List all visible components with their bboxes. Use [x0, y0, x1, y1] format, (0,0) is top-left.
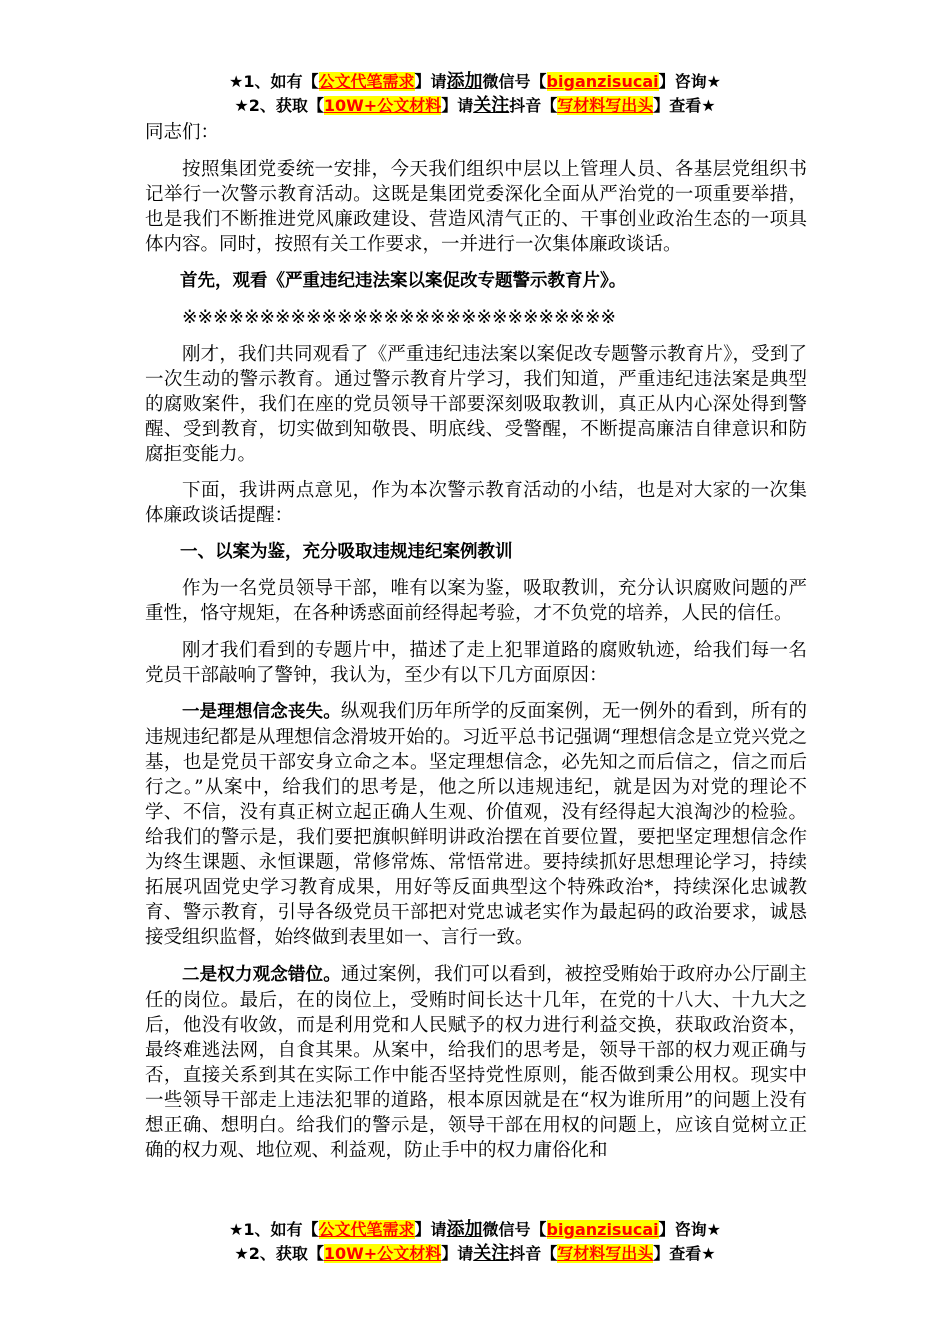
highlighted-text: 公文代笔需求 — [318, 72, 415, 91]
paragraph-lead: 一是理想信念丧失。 — [182, 702, 341, 722]
underlined-text: 关注 — [473, 1243, 510, 1264]
banner-text: 】查看★ — [653, 1244, 716, 1263]
banner-text: 微信号【 — [482, 72, 547, 91]
highlighted-text: biganzisucai — [546, 1220, 659, 1239]
paragraph — [145, 699, 807, 950]
banner-text: 抖音【 — [509, 1244, 558, 1263]
highlighted-text: 写材料写出头 — [557, 1244, 654, 1263]
banner-text: ★1、如有【 — [229, 1220, 319, 1239]
banner-line-2 — [0, 1242, 950, 1266]
underlined-text: 添加 — [446, 71, 483, 92]
underlined-text: 添加 — [446, 1219, 483, 1240]
banner-text: 】请 — [414, 72, 447, 91]
banner-text: ★1、如有【 — [229, 72, 319, 91]
highlighted-text: 10W+公文材料 — [323, 96, 442, 115]
banner-line-2 — [0, 94, 950, 118]
banner-text: 】请 — [414, 1220, 447, 1239]
paragraph: 下面，我讲两点意见，作为本次警示教育活动的小结，也是对大家的一次集体廉政谈话提醒： — [145, 480, 807, 526]
banner-text: 】咨询★ — [658, 1220, 721, 1239]
document-body — [145, 120, 807, 1174]
underlined-text: 关注 — [473, 95, 510, 116]
banner-text: ★2、获取【 — [234, 1244, 324, 1263]
paragraph-text: 纵观我们历年所学的反面案例，无一例外的看到，所有的违规违纪都是从理想信念滑坡开始的。习近平总书记强调“理想信念是立党兴党之基，也是党员干部安身立命之本。坚定理想信念，必先知之而后信之，信之而后行之。”从案中，给我们的思考是，他之所以违规违纪，就是因为对党的理论不学、不信，没有真正树立起正确人生观、价值观，没有经得起大浪淘沙的检验。给我们的警示是，我们要把旗帜鲜明讲政治摆在首要位置，要把坚定理想信念作为终生课题、永恒课题，常修常炼、常悟常进。要持续抓好思想理论学习，持续拓展巩固党史学习教育成果，用好等反面典型这个特殊政治*，持续深化忠诚教育、警示教育，引导各级党员干部把对党忠诚老实作为最起码的政治要求，诚恳接受组织监督，始终做到表里如一、言行一致。 — [145, 701, 807, 948]
paragraph: 作为一名党员领导干部，唯有以案为鉴，吸取教训，充分认识腐败问题的严重性，恪守规矩，在各种诱惑面前经得起考验，才不负党的培养，人民的信任。 — [145, 578, 807, 624]
paragraph — [145, 962, 807, 1163]
highlighted-text: 写材料写出头 — [557, 96, 654, 115]
banner-line-1 — [0, 1218, 950, 1242]
footer-banner — [0, 1218, 950, 1266]
banner-text: ★2、获取【 — [234, 96, 324, 115]
banner-text: 】查看★ — [653, 96, 716, 115]
banner-text: 抖音【 — [509, 96, 558, 115]
separator: ※※※※※※※※※※※※※※※※※※※※※※※※※※※※ — [182, 307, 617, 328]
paragraph-video: 首先，观看《严重违纪违法案以案促改专题警示教育片》。 — [180, 270, 627, 291]
banner-text: 】请 — [441, 96, 474, 115]
header-banner — [0, 70, 950, 118]
greeting: 同志们： — [145, 122, 220, 143]
paragraph-lead: 二是权力观念错位。 — [182, 964, 341, 985]
section-heading: 一、以案为鉴，充分吸取违规违纪案例教训 — [180, 541, 513, 562]
highlighted-text: biganzisucai — [546, 72, 659, 91]
paragraph: 刚才我们看到的专题片中，描述了走上犯罪道路的腐败轨迹，给我们每一名党员干部敲响了警钟，我认为，至少有以下几方面原因： — [145, 639, 807, 686]
paragraph: 刚才，我们共同观看了《严重违纪违法案以案促改专题警示教育片》，受到了一次生动的警示教育。通过警示教育片学习，我们知道，严重违纪违法案是典型的腐败案件，我们在座的党员领导干部要深刻吸取教训，真正从内心深处得到警醒、受到教育，切实做到知敬畏、明底线、受警醒，不断提高廉洁自律意识和防腐拒变能力。 — [145, 343, 807, 465]
highlighted-text: 公文代笔需求 — [318, 1220, 415, 1239]
banner-text: 】咨询★ — [658, 72, 721, 91]
banner-text: 微信号【 — [482, 1220, 547, 1239]
paragraph-text: 通过案例，我们可以看到，被控受贿始于政府办公厅副主任的岗位。最后，在的岗位上，受贿时间长达十几年，在党的十八大、十九大之后，他没有收敛，而是利用党和人民赋予的权力进行利益交换，获取政治资本，最终难逃法网，自食其果。从案中，给我们的思考是，领导干部的权力观正确与否，直接关系到其在实际工作中能否坚持党性原则，能否做到秉公用权。现实中一些领导干部走上违法犯罪的道路，根本原因就是在“权为谁所用”的问题上没有想正确、想明白。给我们的警示是，领导干部在用权的问题上，应该自觉树立正确的权力观、地位观、利益观，防止手中的权力庸俗化和 — [145, 963, 807, 1161]
highlighted-text: 10W+公文材料 — [323, 1244, 442, 1263]
paragraph: 按照集团党委统一安排，今天我们组织中层以上管理人员、各基层党组织书记举行一次警示教育活动。这既是集团党委深化全面从严治党的一项重要举措，也是我们不断推进党风廉政建设、营造风清气正的、干事创业政治生态的一项具体内容。同时，按照有关工作要求，一并进行一次集体廉政谈话。 — [145, 159, 807, 255]
banner-line-1 — [0, 70, 950, 94]
banner-text: 】请 — [441, 1244, 474, 1263]
